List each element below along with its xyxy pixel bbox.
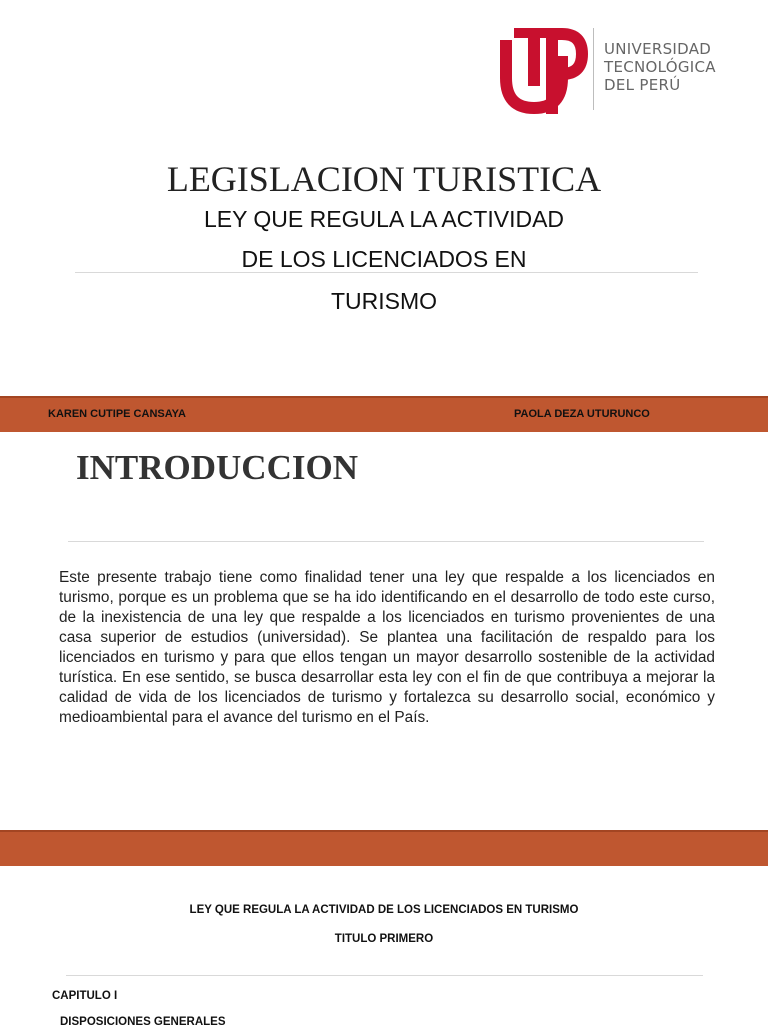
university-name: [604, 40, 716, 94]
chapter-title: CAPITULO I: [52, 990, 118, 1002]
section-band: [0, 832, 768, 866]
subtitle-line-1: LEY QUE REGULA LA ACTIVIDAD: [203, 206, 565, 232]
university-name-line1: UNIVERSIDAD: [604, 40, 712, 58]
author-left: KAREN CUTIPE CANSAYA: [48, 408, 186, 420]
author-right: PAOLA DEZA UTURUNCO: [514, 408, 650, 420]
logo-divider: [593, 28, 594, 110]
law-title: LEY QUE REGULA LA ACTIVIDAD DE LOS LICENCIADOS EN TURISMO: [189, 904, 579, 916]
introduction-paragraph: Este presente trabajo tiene como finalidad tener una ley que respalde a los licenciados en turismo, porque es un problema que se ha ido identificando en el desarrollo de todo este curso, de la inexistencia de una ley que respalde a los licenciados en turismo provenientes de una casa superior de estudios (universidad). Se plantea una facilitación de respaldo para los licenciados en turismo y para que ellos tengan un mayor desarrollo sostenible de la actividad turística. En ese sentido, se busca desarrollar esta ley con el fin de que contribuya a mejorar la calidad de vida de los licenciados de turismo y fortalezca su desarrollo social, económico y medioambiental para el avance del turismo en el País.: [59, 569, 715, 726]
law-divider: [66, 975, 703, 976]
university-name-line3: DEL PERÚ: [604, 76, 681, 94]
document-title: LEGISLACION TURISTICA: [166, 159, 602, 199]
introduction-heading: INTRODUCCION: [76, 448, 358, 487]
subtitle-line-3: TURISMO: [330, 288, 438, 314]
university-name-line2: TECNOLÓGICA: [604, 58, 716, 76]
chapter-subtitle: DISPOSICIONES GENERALES: [60, 1016, 226, 1028]
subtitle-line-2: DE LOS LICENCIADOS EN: [241, 246, 527, 272]
section-title: TITULO PRIMERO: [334, 933, 434, 945]
introduction-divider: [68, 541, 704, 542]
